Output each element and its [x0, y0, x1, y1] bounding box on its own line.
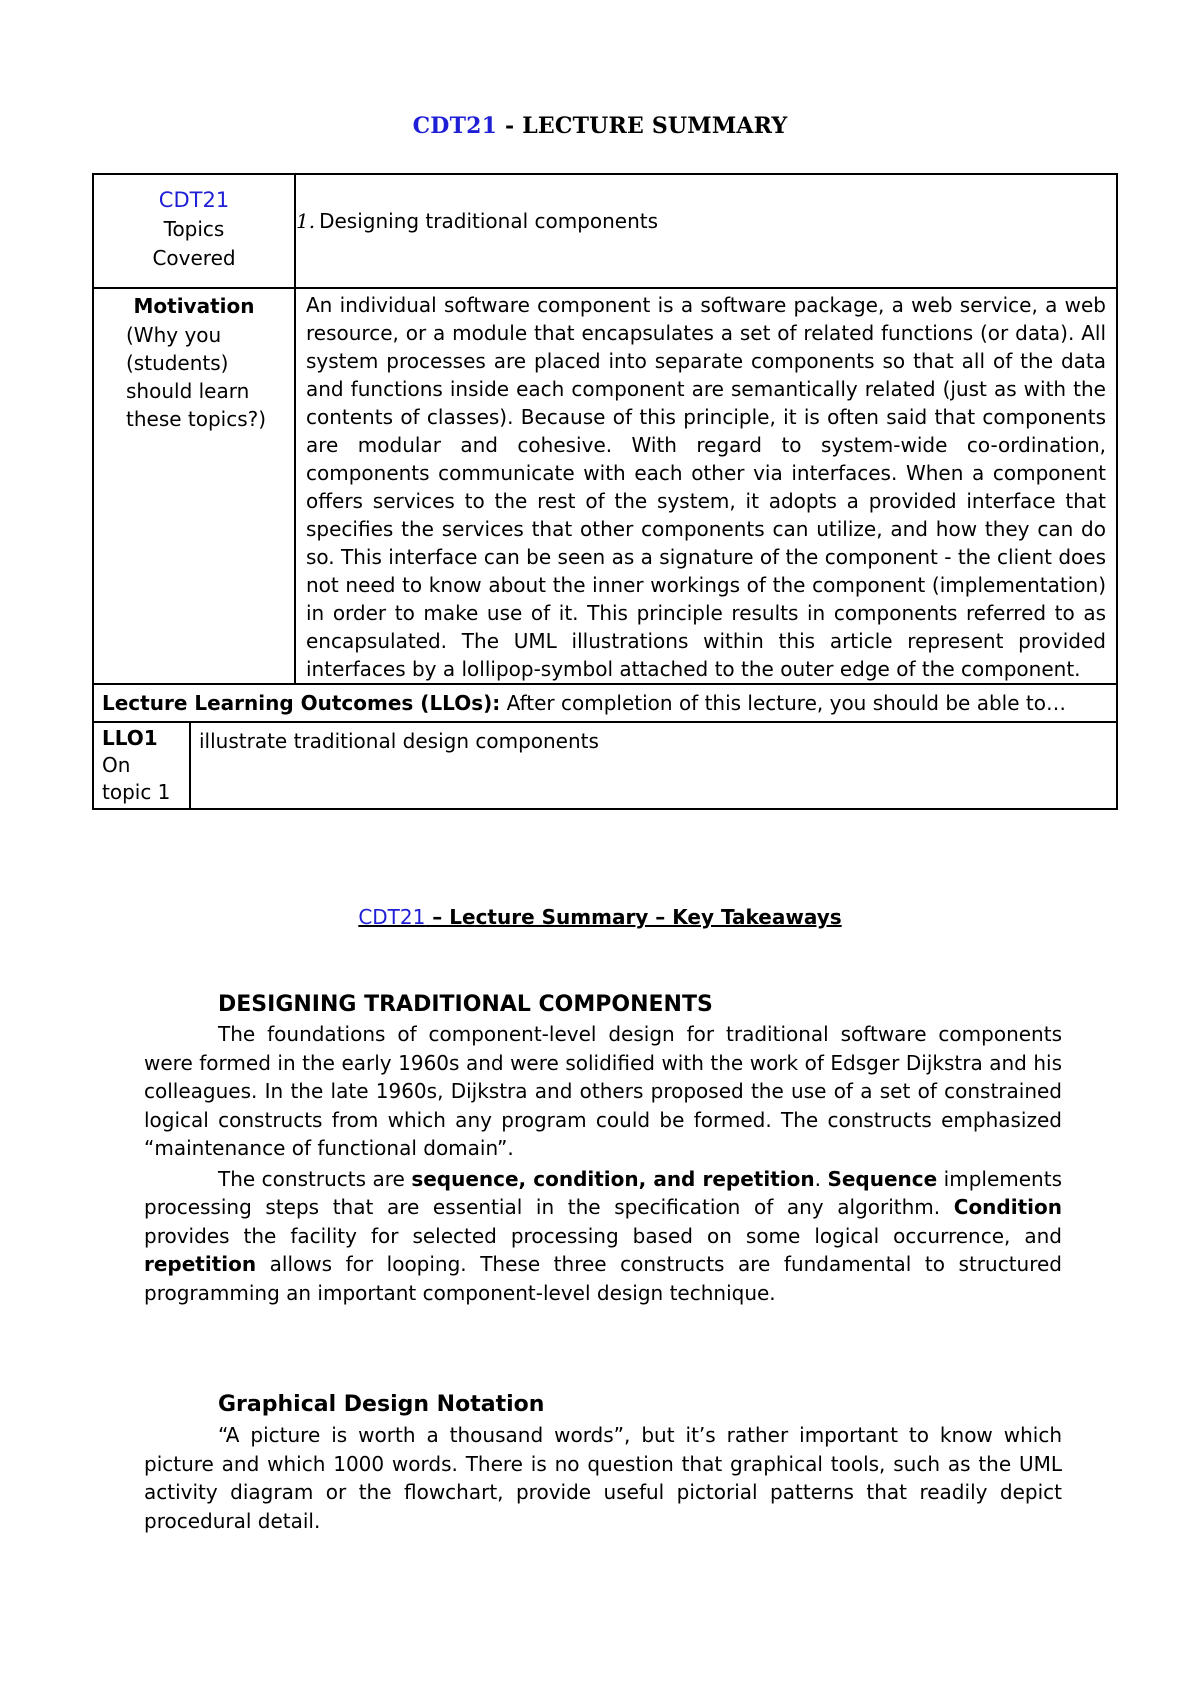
topics-label-2: Covered	[152, 246, 236, 270]
key-takeaways-link[interactable]	[0, 905, 1200, 929]
llo1-container	[93, 722, 1117, 809]
llo-heading: Lecture Learning Outcomes (LLOs):	[102, 691, 501, 715]
section1-body	[144, 1020, 1062, 1307]
p2-a: The constructs are	[218, 1166, 412, 1191]
motivation-text: An individual software component is a software package, a web service, a web resource, or a module that encapsulates a set of related functions (or data). All system processes are placed into separate components so that all of the data and functions inside each component are semantically related (just as with the contents of classes). Because of this principle, it is often said that components are modular and cohesive. With regard to system-wide co-ordination, components communicate with each other via interfaces. When a component offers services to the rest of the system, it adopts a provided interface that specifies the services that other components can utilize, and how they can do so. This interface can be seen as a signature of the component - the client does not need to know about the inner workings of the component (implementation) in order to make use of it. This principle results in components referred to as encapsulated. The UML illustrations within this article represent provided interfaces by a lollipop-symbol attached to the outer edge of the component.	[295, 288, 1117, 684]
motivation-header-cell	[93, 288, 295, 684]
section1-para2	[144, 1165, 1062, 1308]
p2-f: Condition	[953, 1195, 1062, 1219]
p2-i: allows for looping. These three constructs are fundamental to structured programming an important component-level design technique.	[144, 1252, 1062, 1305]
section2-body	[144, 1421, 1062, 1535]
lecture-summary-table	[92, 173, 1118, 810]
llo-intro: After completion of this lecture, you should be able to…	[500, 691, 1066, 715]
section1-heading: DESIGNING TRADITIONAL COMPONENTS	[218, 992, 713, 1017]
llo1-topic: On topic 1	[102, 753, 171, 804]
topic-1: Designing traditional components	[319, 209, 659, 233]
llo1-id: LLO1	[102, 726, 158, 750]
p2-e: implements processing steps that are essential in the specification of any algorithm.	[144, 1166, 1062, 1219]
title-code: CDT21	[412, 113, 498, 139]
topics-label-1: Topics	[163, 217, 225, 241]
p2-h: repetition	[144, 1252, 257, 1276]
topics-row	[93, 174, 1117, 288]
topic-number: 1.	[296, 209, 316, 233]
p2-g: provides the facility for selected processing based on some logical occurrence, and	[144, 1223, 1062, 1248]
section2-para1: “A picture is worth a thousand words”, but it’s rather important to know which picture and which 1000 words. There is no question that graphical tools, such as the UML activity diagram or the flowchart, provide useful pictorial patterns that readily depict procedural detail.	[144, 1423, 1062, 1533]
llo-row	[93, 684, 1117, 722]
section2-heading: Graphical Design Notation	[218, 1392, 545, 1417]
key-takeaways-code: CDT21	[358, 905, 426, 929]
page-title	[0, 113, 1200, 139]
llo1-table	[94, 723, 1116, 808]
llo1-row	[93, 722, 1117, 809]
p2-d: Sequence	[827, 1166, 938, 1191]
topics-cell	[295, 174, 1117, 288]
motivation-row	[93, 288, 1117, 684]
topics-code: CDT21	[158, 188, 230, 212]
motivation-subtitle: (Why you (students) should learn these topics?)	[126, 323, 267, 431]
motivation-label: Motivation	[133, 294, 255, 318]
p2-c: .	[814, 1166, 828, 1191]
key-takeaways-rest: – Lecture Summary – Key Takeaways	[425, 905, 842, 929]
llo1-text: illustrate traditional design components	[199, 729, 599, 753]
topics-header-cell	[93, 174, 295, 288]
llo-cell	[93, 684, 1117, 722]
p2-b: sequence, condition, and repetition	[411, 1166, 815, 1191]
llo1-label-cell	[94, 723, 190, 808]
section1-para1: The foundations of component-level design for traditional software components were formed in the early 1960s and were solidified with the work of Edsger Dijkstra and his colleagues. In the late 1960s, Dijkstra and others proposed the use of a set of constrained logical constructs from which any program could be formed. The constructs emphasized “maintenance of functional domain”.	[144, 1022, 1062, 1160]
title-rest: - LECTURE SUMMARY	[497, 113, 788, 139]
